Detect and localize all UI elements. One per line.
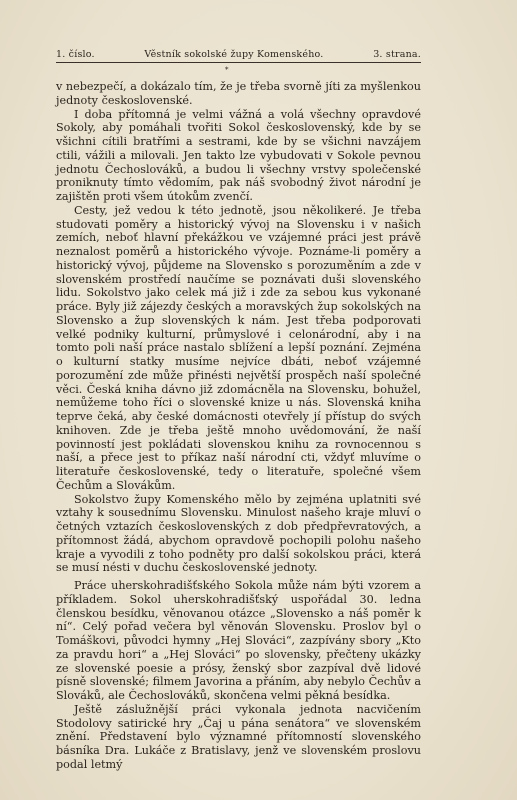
ornament-star: * <box>225 66 229 74</box>
paragraph: Ještě záslužnější práci vykonala jednota nacvičením Stodolovy satirické hry „Čaj u pána senátora“ ve slovenském znění. Představení bylo významné přítomností slovenského básníka Dra. Lukáče z Bratislavy, jenž ve slovenském proslovu podal letmý <box>56 702 421 771</box>
paragraph: I doba přítomná je velmi vážná a volá všechny opravdové Sokoly, aby pomáhali tvořiti Sokol československý, kde by se všichni cítili bratřími a sestrami, kde by se všichni navzájem ctili, vážili a milovali. Jen takto lze vybudovati v Sokole pevnou jednotu Čechoslováků, a budou li všechny vrstvy společenské proniknuty tímto vědomím, pak náš svobodný život národní je zajištěn proti všem útokům zvenčí. <box>56 107 421 203</box>
publication-title: Věstník sokolské župy Komenského. <box>144 49 324 60</box>
paragraph-continuation: v nebezpečí, a dokázalo tím, že je třeba svorně jíti za myšlenkou jednoty československé. <box>56 80 421 107</box>
page-number: 3. strana. <box>373 49 421 60</box>
paragraph: Sokolstvo župy Komenského mělo by zejména uplatniti své vztahy k sousednímu Slovensku. Minulost našeho kraje mluví o četných vztazích československých z dob předpřevratových, a přítomnost žádá, abychom opravdově pochopili polohu našeho kraje a vyvodili z toho podněty pro další sokolskou práci, která se musí nésti v duchu československé jednoty. <box>56 492 421 575</box>
article-body <box>56 80 421 772</box>
paragraph: Práce uherskohradišťského Sokola může nám býti vzorem a příkladem. Sokol uherskohradišťský uspořádal 30. ledna členskou besídku, věnovanou otázce „Slovensko a náš poměr k ní“. Celý pořad večera byl věnován Slovensku. Proslov byl o Tomáškovi, původci hymny „Hej Slováci“, zazpívány sbory „Kto za pravdu hori“ a „Hej Slováci“ po slovensky, přečteny ukázky ze slovenské poesie a prósy, ženský sbor zazpíval dvě lidové písně slovenské; filmem Javorina a přáním, aby nebylo Čechův a Slováků, ale Čechoslováků, skončena velmi pěkná besídka. <box>56 579 421 702</box>
issue-number: 1. číslo. <box>56 49 95 60</box>
page-header <box>56 49 421 60</box>
paragraph: Cesty, jež vedou k této jednotě, jsou několikeré. Je třeba studovati poměry a historický vývoj na Slovensku i v našich zemích, neboť hlavní překážkou ve vzájemné práci jest právě neznalost poměrů a historického vývoje. Poznáme-li poměry a historický vývoj, půjdeme na Slovensko s porozuměním a zde v slovenském prostředí naučíme se poznávati duši slovenského lidu. Sokolstvo jako celek má již i zde za sebou kus vykonané práce. Byly již zájezdy českých a moravských žup sokolských na Slovensko a žup slovenských k nám. Jest třeba podporovati velké podniky kulturní, průmyslové i celonárodní, aby i na tomto poli naší práce nastalo sblížení a lepší poznání. Zejména o kulturní statky musíme nejvíce dbáti, neboť vzájemné porozumění zde může přinésti největší prospěch naší společné věci. Česká kniha dávno již zdomácněla na Slovensku, bohužel, nemůžeme toho říci o slovenské knize u nás. Slovenská kniha teprve čeká, aby české domácnosti otevřely jí přístup do svých knihoven. Zde je třeba ještě mnoho uvědomování, že naší povinností jest pokládati slovenskou knihu za rovnocennou s naší, a přece jest to příkaz naší národní cti, vždyť mluvíme o literatuře československé, tedy o literatuře, společné všem Čechům a Slovákům. <box>56 203 421 492</box>
header-rule <box>56 62 421 63</box>
